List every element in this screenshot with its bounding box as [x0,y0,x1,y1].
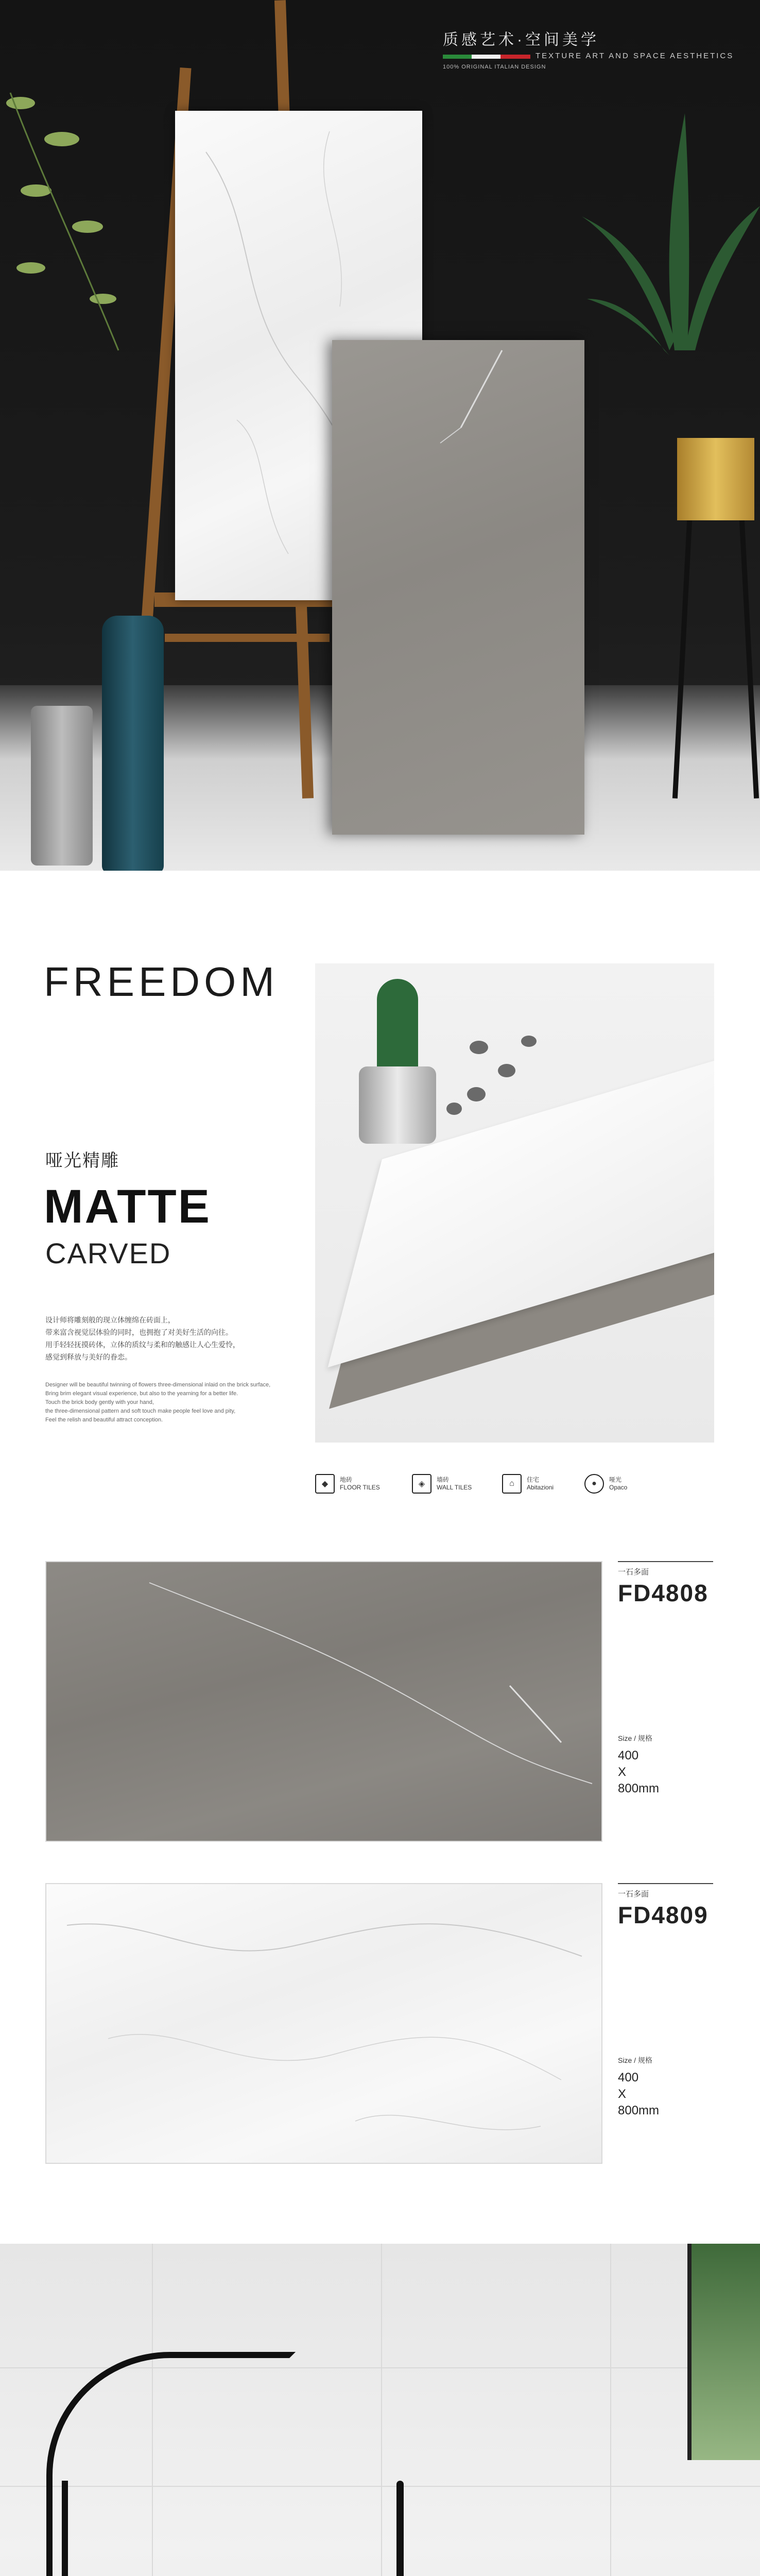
hero-brand-sub: 100% ORIGINAL ITALIAN DESIGN [443,64,546,70]
description-cn-line: 感觉到释放与美好的眷恋。 [45,1353,132,1361]
freedom-logo: FREEDOM [44,959,279,1005]
usage-living [502,1473,554,1494]
usage-en: WALL TILES [437,1484,472,1491]
usage-cn: 哑光 [609,1476,622,1483]
size-x: X [618,2087,627,2101]
living-icon: ⌂ [502,1474,522,1494]
floor-lamp-pole [62,2481,68,2576]
plant-right-icon [582,82,760,443]
usage-cn: 墙砖 [437,1476,450,1483]
metal-pot [359,1066,436,1144]
size-x: X [618,1765,627,1779]
window-greenery [687,2244,760,2460]
pebble [467,1087,486,1101]
size-height: 800mm [618,1782,660,1795]
hero-brand-en: TEXTURE ART AND SPACE AESTHETICS [536,52,734,60]
size-width: 400 [618,1749,639,1762]
pebble [446,1103,462,1115]
product-series: 一石多面 [618,1890,649,1899]
usage-matte [584,1473,627,1494]
grey-slab-veins [332,340,584,835]
usage-en: Opaco [609,1484,628,1491]
title-main: MATTE [44,1180,212,1233]
pebble [470,1041,488,1054]
size-label: Size / 规格 [618,1734,652,1742]
size-width: 400 [618,2071,639,2084]
usage-en: FLOOR TILES [340,1484,380,1491]
description-cn [45,1314,303,1363]
tile-joint [610,2244,611,2576]
pebble [521,1036,537,1047]
grey-sample-veins [46,1562,601,1841]
description-en-line: the three-dimensional pattern and soft touch make people feel love and pity, [45,1408,236,1414]
plant-left-icon [0,72,134,361]
product-code: FD4809 [618,1902,709,1928]
usage-floor [315,1473,380,1494]
white-sample-veins [46,1884,601,2163]
product-info-fd4808 [618,1561,721,1797]
divider [618,1883,713,1884]
wall-icon: ◈ [412,1474,431,1494]
tile-joint [381,2244,382,2576]
italian-flag-stripe [443,55,530,59]
description-en-line: Touch the brick body gently with your hand, [45,1399,154,1405]
size-value [618,1748,721,1797]
usage-cn: 地砖 [340,1476,353,1483]
floor-lamp-icon [46,2352,296,2576]
product-series: 一石多面 [618,1568,649,1577]
size-height: 800mm [618,2104,660,2117]
hero-scene [0,0,760,871]
description-en-line: Designer will be beautiful twinning of flowers three-dimensional inlaid on the brick surface, [45,1382,271,1388]
product-code: FD4808 [618,1580,709,1606]
product-sample-fd4809 [45,1883,602,2164]
size-value [618,2070,721,2119]
description-en-line: Bring brim elegant visual experience, but also to the yearning for a better life. [45,1391,238,1397]
description-cn-line: 带来富含视觉层体验的同时，也拥抱了对美好生活的向往。 [45,1328,233,1336]
easel-crossbar [165,634,330,642]
title-cn: 哑光精雕 [45,1151,119,1171]
product-info-fd4809 [618,1883,721,2119]
floor-icon: ◆ [315,1474,335,1494]
grey-marble-slab [332,340,584,835]
hero-brand-cn: 质感艺术·空间美学 [443,31,599,48]
blue-vase [102,616,164,871]
grey-vase [31,706,93,866]
usage-cn: 住宅 [527,1476,540,1483]
description-en-line: Feel the relish and beautiful attract conception. [45,1417,163,1423]
feature-photo [315,963,714,1443]
product-sample-fd4808 [45,1561,602,1842]
description-cn-line: 用手轻轻抚摸砖体，立体的质纹与柔和的触感让人心生爱怜， [45,1341,240,1349]
usage-wall [412,1473,472,1494]
size-label: Size / 规格 [618,2056,652,2064]
pebble [498,1064,515,1077]
matte-icon: ● [584,1474,604,1494]
description-en [45,1381,303,1425]
bathroom-scene [0,2244,760,2576]
description-cn-line: 设计师将雕刻般的现立体缠绵在砖面上， [45,1316,175,1324]
usage-en: Abitazioni [527,1484,554,1491]
faucet-icon [396,2481,404,2576]
gold-planter [677,438,754,520]
title-sub: CARVED [45,1237,171,1269]
divider [618,1561,713,1562]
